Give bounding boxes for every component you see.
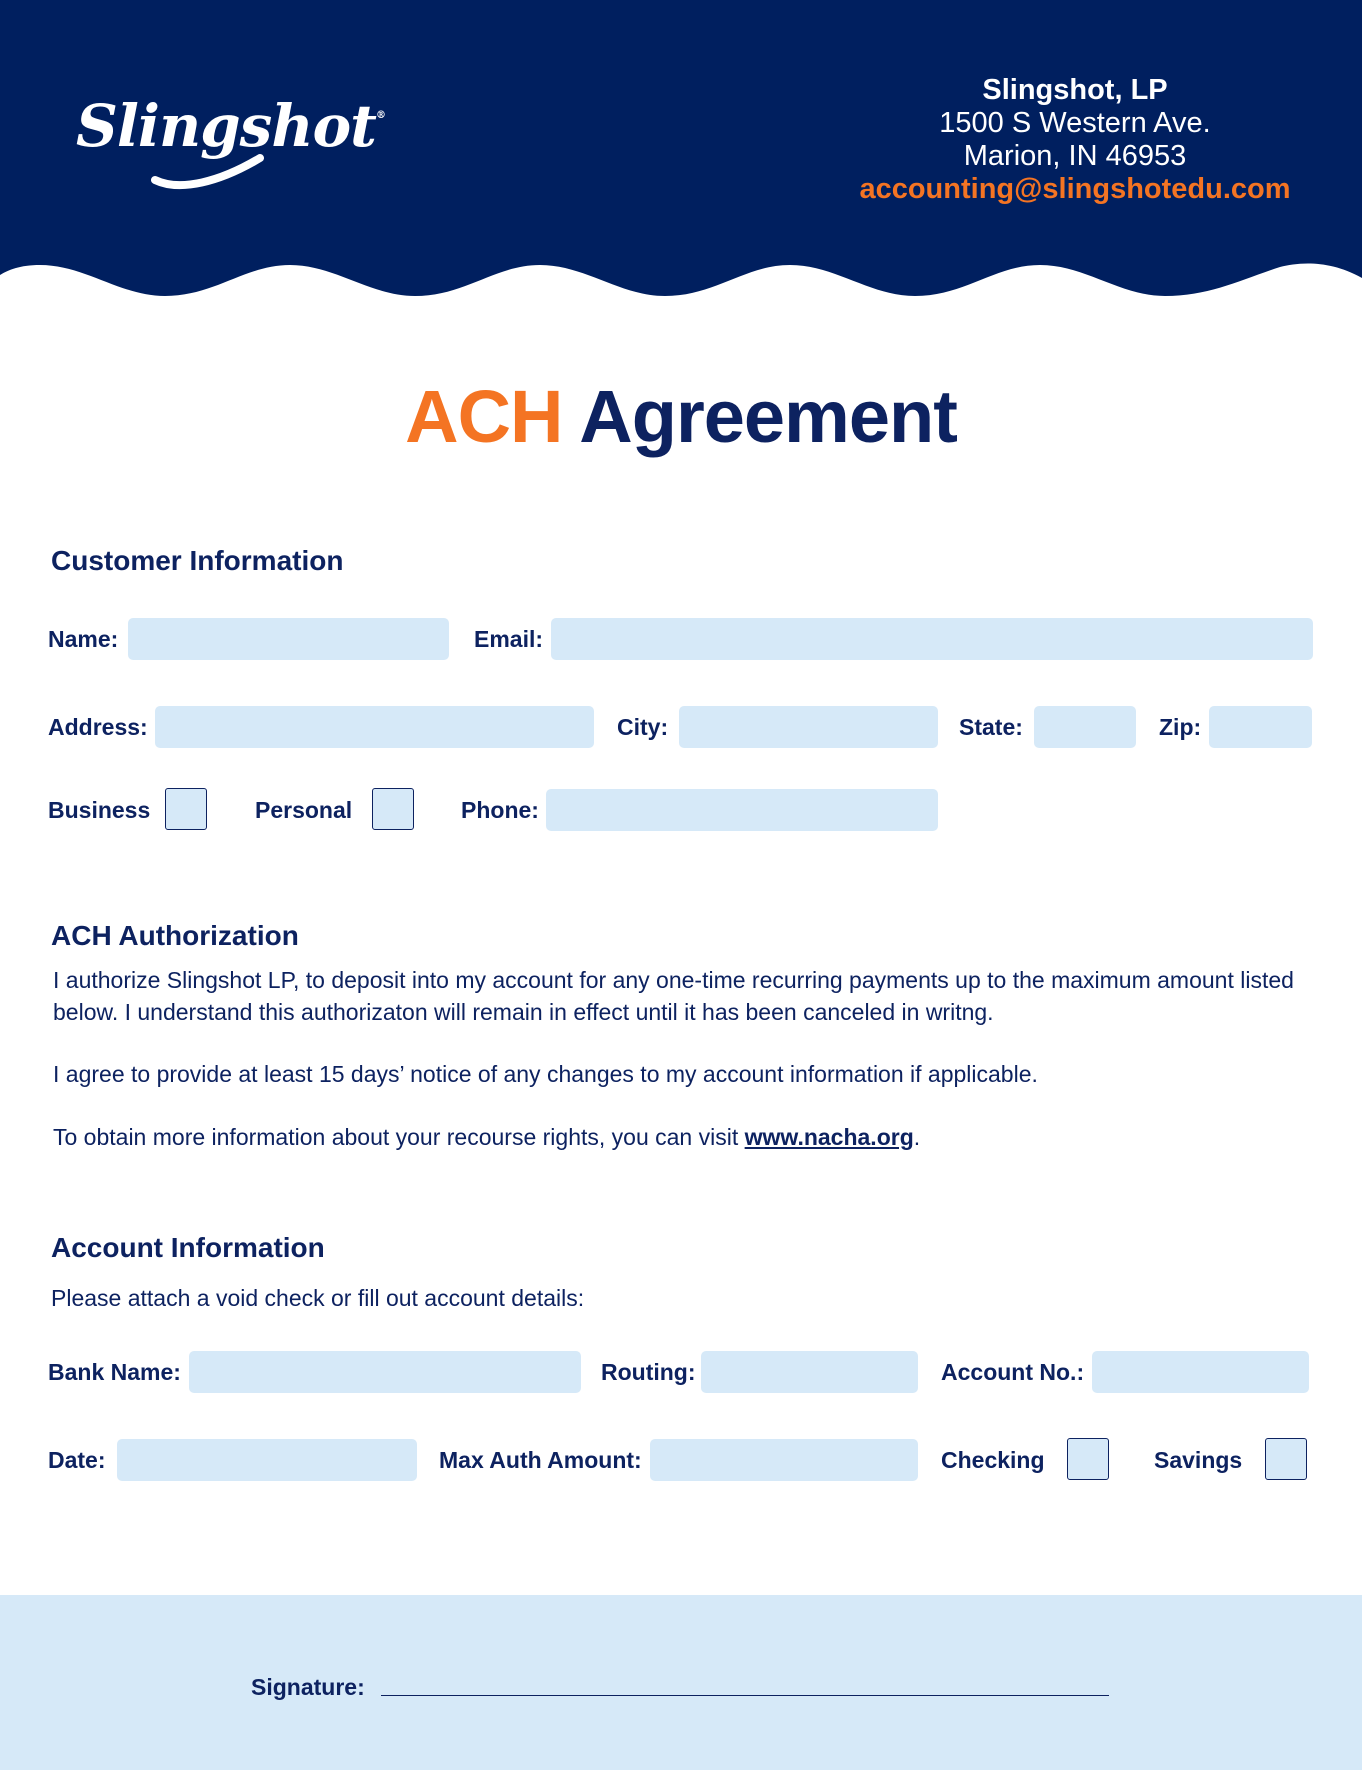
savings-checkbox[interactable] xyxy=(1265,1438,1307,1480)
phone-label: Phone: xyxy=(461,797,539,823)
signature-line[interactable] xyxy=(381,1695,1109,1696)
account-instructions: Please attach a void check or fill out account details: xyxy=(51,1285,585,1311)
zip-label: Zip: xyxy=(1159,714,1202,740)
company-email[interactable]: accounting@slingshotedu.com xyxy=(859,173,1291,205)
address-label: Address: xyxy=(48,714,148,740)
company-address-line1: 1500 S Western Ave. xyxy=(939,107,1211,139)
phone-field[interactable] xyxy=(546,789,938,831)
company-name: Slingshot, LP xyxy=(982,74,1168,106)
personal-label: Personal xyxy=(255,797,353,823)
recourse-text-end: . xyxy=(913,1124,921,1150)
date-label: Date: xyxy=(48,1447,106,1473)
logo-swoosh-icon xyxy=(150,152,270,192)
header-banner xyxy=(0,0,1362,300)
email-field[interactable] xyxy=(551,618,1313,660)
max-auth-amount-label: Max Auth Amount: xyxy=(439,1447,642,1473)
authorization-paragraph-1: I authorize Slingshot LP, to deposit into my account for any one-time recurring payments up to the maximum amount listed below. I understand this authorizaton will remain in effect until it has been canceled in writng. xyxy=(53,967,1294,1025)
account-information-heading: Account Information xyxy=(51,1232,325,1263)
company-address-line2: Marion, IN 46953 xyxy=(963,140,1187,172)
city-label: City: xyxy=(617,714,669,740)
personal-checkbox[interactable] xyxy=(372,788,414,830)
authorization-paragraph-2: I agree to provide at least 15 days’ notice of any changes to my account information if applicable. xyxy=(53,1061,1038,1087)
nacha-link[interactable]: www.nacha.org xyxy=(744,1124,914,1150)
state-label: State: xyxy=(959,714,1023,740)
checking-checkbox[interactable] xyxy=(1067,1438,1109,1480)
account-no-label: Account No.: xyxy=(941,1359,1085,1385)
savings-label: Savings xyxy=(1154,1447,1243,1473)
title-main: Agreement xyxy=(579,375,957,458)
bank-name-field[interactable] xyxy=(189,1351,581,1393)
signature-label: Signature: xyxy=(251,1674,365,1700)
account-no-field[interactable] xyxy=(1092,1351,1309,1393)
email-label: Email: xyxy=(474,626,544,652)
routing-field[interactable] xyxy=(701,1351,918,1393)
slingshot-logo xyxy=(76,92,385,160)
state-field[interactable] xyxy=(1034,706,1136,748)
signature-panel xyxy=(0,1595,1362,1770)
registered-mark: ® xyxy=(375,110,385,121)
page-title xyxy=(0,372,1362,462)
recourse-text: To obtain more information about your recourse rights, you can visit xyxy=(53,1124,745,1150)
routing-label: Routing: xyxy=(601,1359,696,1385)
ach-authorization-heading: ACH Authorization xyxy=(51,920,299,951)
city-field[interactable] xyxy=(679,706,938,748)
logo-text: Slingshot xyxy=(76,92,376,160)
checking-label: Checking xyxy=(941,1447,1045,1473)
company-info xyxy=(800,74,1350,206)
business-checkbox[interactable] xyxy=(165,788,207,830)
address-field[interactable] xyxy=(155,706,594,748)
name-label: Name: xyxy=(48,626,119,652)
date-field[interactable] xyxy=(117,1439,417,1481)
bank-name-label: Bank Name: xyxy=(48,1359,181,1385)
zip-field[interactable] xyxy=(1209,706,1312,748)
business-label: Business xyxy=(48,797,151,823)
name-field[interactable] xyxy=(128,618,449,660)
title-accent: ACH xyxy=(405,375,563,458)
authorization-paragraph-3 xyxy=(53,1121,1333,1153)
max-auth-amount-field[interactable] xyxy=(650,1439,918,1481)
customer-information-heading: Customer Information xyxy=(51,545,344,576)
